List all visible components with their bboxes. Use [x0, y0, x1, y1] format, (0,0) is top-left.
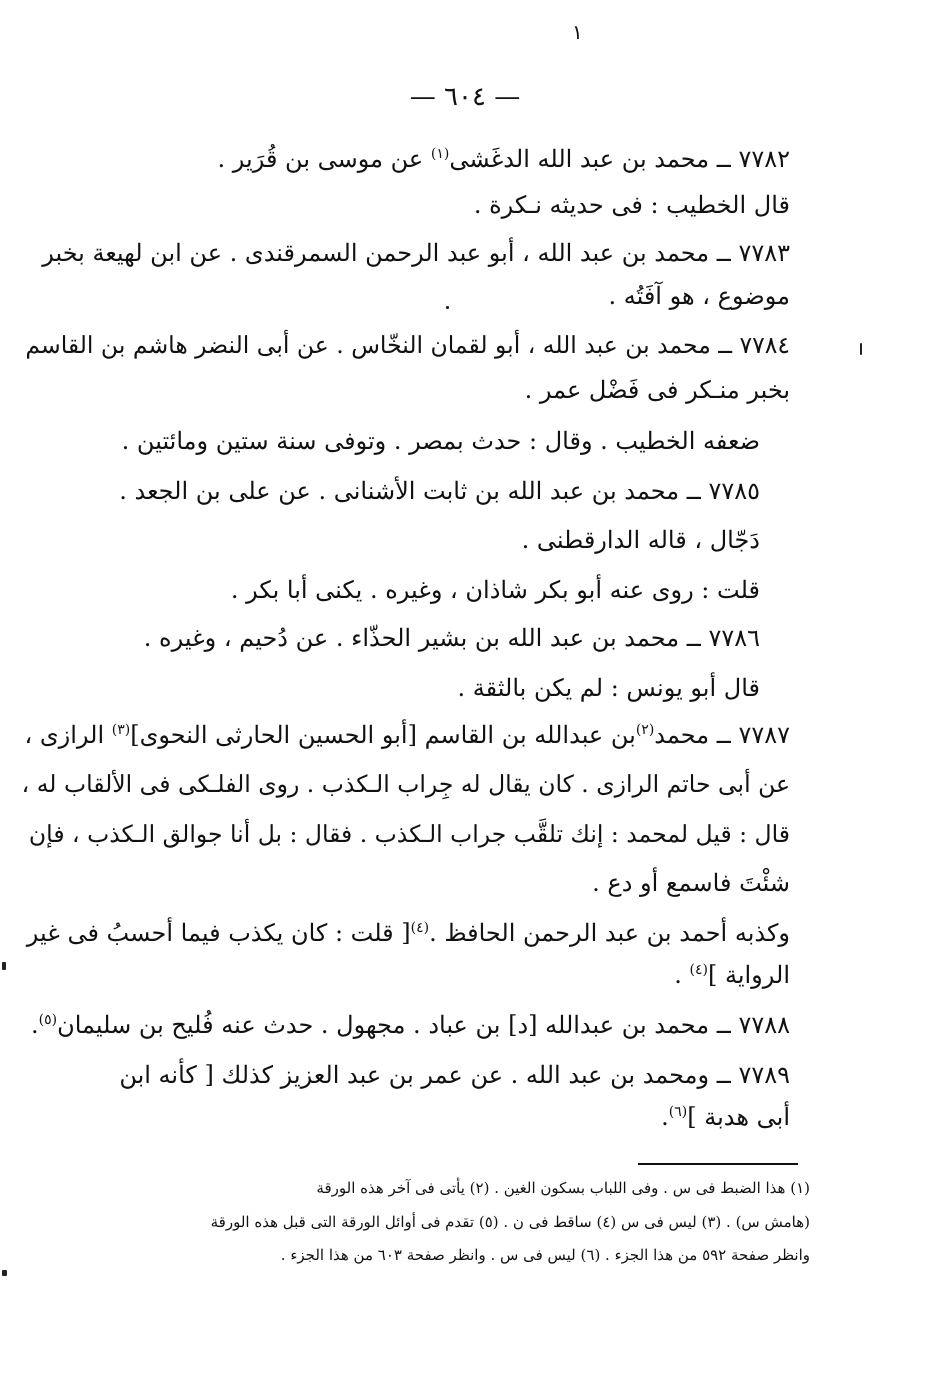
entry-text: وكذبه أحمد بن عبد الرحمن الحافظ .	[429, 919, 790, 947]
comment-line: دَجّال ، قاله الدارقطنى .	[521, 526, 760, 554]
entry-7789: ٧٧٨٩ ــ ومحمد بن عبد الله . عن عمر بن عبد العزيز كذلك [ كأنه ابن	[119, 1061, 790, 1089]
footnote-line: (١) هذا الضبط فى س . وفى اللباب بسكون الغين . (٢) يأتى فى آخر هذه الورقة	[316, 1179, 810, 1197]
page-number: — ٦٠٤ —	[409, 82, 521, 112]
comment-line	[27, 920, 790, 946]
comment-line: قال الخطيب : فى حديثه نـكرة .	[473, 191, 790, 219]
entry-text: أبى هدبة ]	[687, 1103, 790, 1131]
scan-speck	[860, 343, 862, 355]
footnote-line: (هامش س) . (٣) ليس فى س (٤) ساقط فى ن . (٥) تقدم فى أوائل الورقة التى قبل هذه الورقة	[210, 1213, 810, 1231]
footnote-ref: (٢)	[635, 722, 655, 738]
entry-7784: ٧٧٨٤ ــ محمد بن عبد الله ، أبو لقمان النخّاس . عن أبى النضر هاشم بن القاسم	[25, 331, 790, 359]
footnote-ref: (٤)	[410, 920, 430, 936]
entry-continuation: موضوع ، هو آفَتُه .	[608, 282, 790, 310]
entry-7785: ٧٧٨٥ ــ محمد بن عبد الله بن ثابت الأشنانى . عن على بن الجعد .	[119, 477, 760, 505]
comment-line: قال أبو يونس : لم يكن بالثقة .	[457, 674, 760, 702]
entry-continuation: عن أبى حاتم الرازى . كان يقال له جِراب الـكذب . روى الفلـكى فى الألقاب له ،	[21, 770, 790, 798]
entry-text: .	[661, 1103, 669, 1131]
entry-continuation: شئْتَ فاسمع أو دع .	[592, 869, 790, 897]
entry-7787	[24, 722, 790, 748]
footnote-line: وانظر صفحة ٥٩٢ من هذا الجزء . (٦) ليس فى س . وانظر صفحة ٦٠٣ من هذا الجزء .	[280, 1246, 810, 1264]
scan-speck	[2, 1270, 7, 1276]
entry-text: ٧٧٨٢ ــ محمد بن عبد الله الدغَشى	[449, 145, 790, 173]
footnote-ref: (٣)	[111, 722, 131, 738]
footnote-ref: (٥)	[38, 1012, 58, 1028]
entry-text: .	[31, 1011, 39, 1039]
footnote-ref: (٦)	[668, 1104, 688, 1120]
entry-continuation: قال : قيل لمحمد : إنك تلقَّب جراب الـكذب . فقال : بل أنا جوالق الـكذب ، فإن	[28, 820, 790, 848]
comment-line: ضعفه الخطيب . وقال : حدث بمصر . وتوفى سنة ستين ومائتين .	[121, 427, 760, 455]
entry-7782	[218, 146, 790, 172]
entry-text: [ قلت : كان يكذب فيما أحسبُ فى غير	[26, 919, 411, 947]
entry-continuation	[661, 1104, 790, 1130]
footnote-ref: (٤)	[689, 962, 708, 978]
entry-text: ٧٧٨٨ ــ محمد بن عبدالله [د] بن عباد . مجهول . حدث عنه فُليح بن سليمان	[57, 1011, 790, 1039]
entry-7788	[31, 1012, 790, 1038]
scan-speck	[446, 306, 449, 309]
entry-continuation	[674, 962, 790, 988]
footnote-divider	[638, 1163, 798, 1165]
comment-line: قلت : روى عنه أبو بكر شاذان ، وغيره . يكنى أبا بكر .	[230, 576, 760, 604]
entry-text: الرواية ]	[707, 961, 790, 989]
entry-text: الرازى ،	[24, 721, 112, 749]
entry-continuation: بخبر منـكر فى فَضْل عمر .	[524, 376, 790, 404]
entry-text: .	[674, 961, 690, 989]
entry-text: ٧٧٨٧ ــ محمد	[654, 721, 790, 749]
entry-text: عن موسى بن قُرَير .	[217, 145, 431, 173]
entry-7786: ٧٧٨٦ ــ محمد بن عبد الله بن بشير الحذّاء . عن دُحيم ، وغيره .	[143, 624, 760, 652]
scan-speck	[2, 962, 6, 970]
entry-text: بن عبدالله بن القاسم [أبو الحسين الحارثى النحوى]	[130, 721, 636, 749]
footnote-ref: (١)	[430, 146, 450, 162]
stray-mark: ۱	[572, 20, 583, 44]
entry-7783: ٧٧٨٣ ــ محمد بن عبد الله ، أبو عبد الرحمن السمرقندى . عن ابن لهيعة بخبر	[42, 239, 790, 267]
